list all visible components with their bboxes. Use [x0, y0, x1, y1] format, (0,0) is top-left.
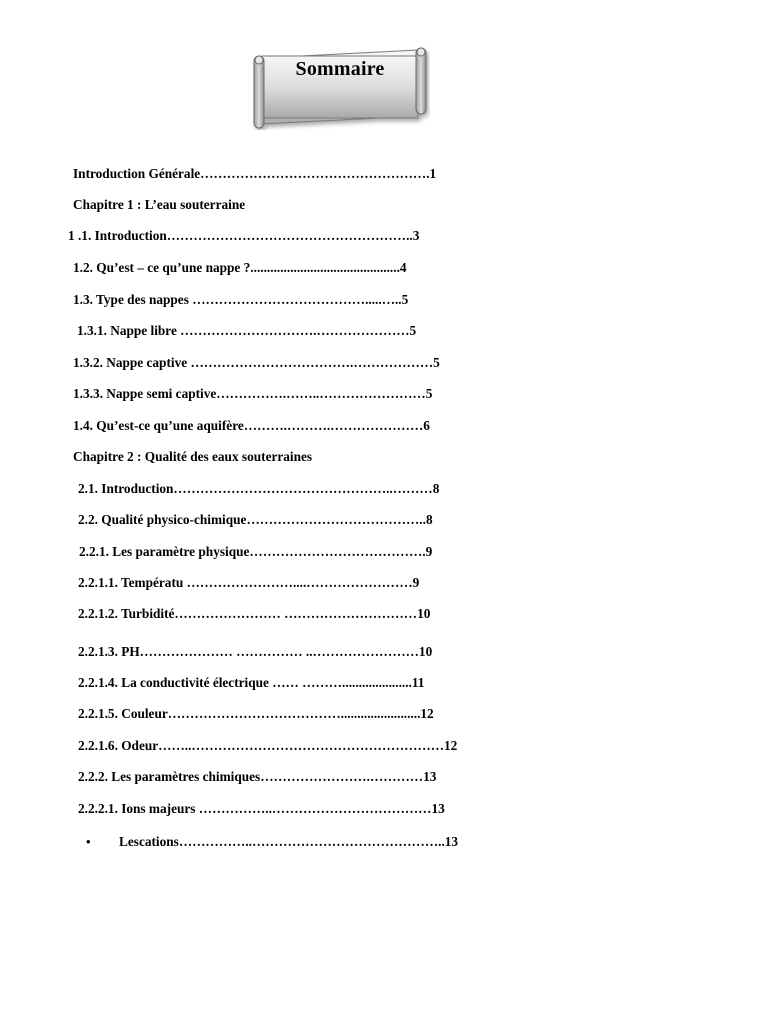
toc-entry-chapitre-1[interactable]: Chapitre 1 : L’eau souterraine [73, 197, 246, 212]
toc-entry-1-3-1[interactable]: 1.3.1. Nappe libre ………………………….…………………5 [77, 323, 417, 338]
page-title: Sommaire [295, 58, 385, 80]
toc-entry-2-2-2-1[interactable]: 2.2.2.1. Ions majeurs ……………..………………………………13 [78, 801, 445, 816]
toc-entry-2-2-1[interactable]: 2.2.1. Les paramètre physique………………………………….9 [79, 544, 433, 559]
toc-entry-1-4[interactable]: 1.4. Qu’est-ce qu’une aquifère……….……….…………………6 [73, 418, 430, 433]
toc-entry-2-2-1-6[interactable]: 2.2.1.6. Odeur……..…………………………………………………12 [78, 738, 458, 753]
toc-entry-introduction-generale[interactable]: Introduction Générale…………………………………………….1 [73, 166, 437, 181]
toc-entry-2-2-1-2[interactable]: 2.2.1.2. Turbidité…………………… …………………………10 [78, 606, 431, 621]
toc-entry-1-3-3[interactable]: 1.3.3. Nappe semi captive…………….……..……………………5 [73, 386, 433, 401]
toc-entry-2-2[interactable]: 2.2. Qualité physico-chimique…………………………………..8 [78, 512, 433, 527]
title-scroll-banner [250, 44, 430, 130]
toc-entry-2-1[interactable]: 2.1. Introduction…………………………………………..………8 [78, 481, 440, 496]
toc-entry-1-2[interactable]: 1.2. Qu’est – ce qu’une nappe ?.............................................4 [73, 260, 407, 275]
toc-entry-1-1[interactable]: 1 .1. Introduction………………………………………………..3 [68, 228, 420, 243]
toc-entry-2-2-1-5[interactable]: 2.2.1.5. Couleur…………………………………........................12 [78, 706, 434, 721]
toc-entry-lescations[interactable]: Lescations……………..……………………………………..13 [119, 834, 459, 849]
toc-entry-2-2-1-3[interactable]: 2.2.1.3. PH………………… …………… ..……………………10 [78, 644, 433, 659]
scroll-shape-icon [250, 44, 430, 130]
toc-entry-1-3-2[interactable]: 1.3.2. Nappe captive ……………………………….………………5 [73, 355, 440, 370]
toc-entry-2-2-1-4[interactable]: 2.2.1.4. La conductivité électrique …… ……….....................11 [78, 675, 425, 690]
toc-entry-chapitre-2[interactable]: Chapitre 2 : Qualité des eaux souterraines [73, 449, 313, 464]
toc-entry-2-2-2[interactable]: 2.2.2. Les paramètres chimiques…………………….…………13 [78, 769, 437, 784]
toc-entry-2-2-1-1[interactable]: 2.2.1.1. Températu ……………………....……………………9 [78, 575, 420, 590]
toc-entry-1-3[interactable]: 1.3. Type des nappes ………………………………….....…..5 [73, 292, 409, 307]
bullet-icon: • [86, 834, 91, 849]
